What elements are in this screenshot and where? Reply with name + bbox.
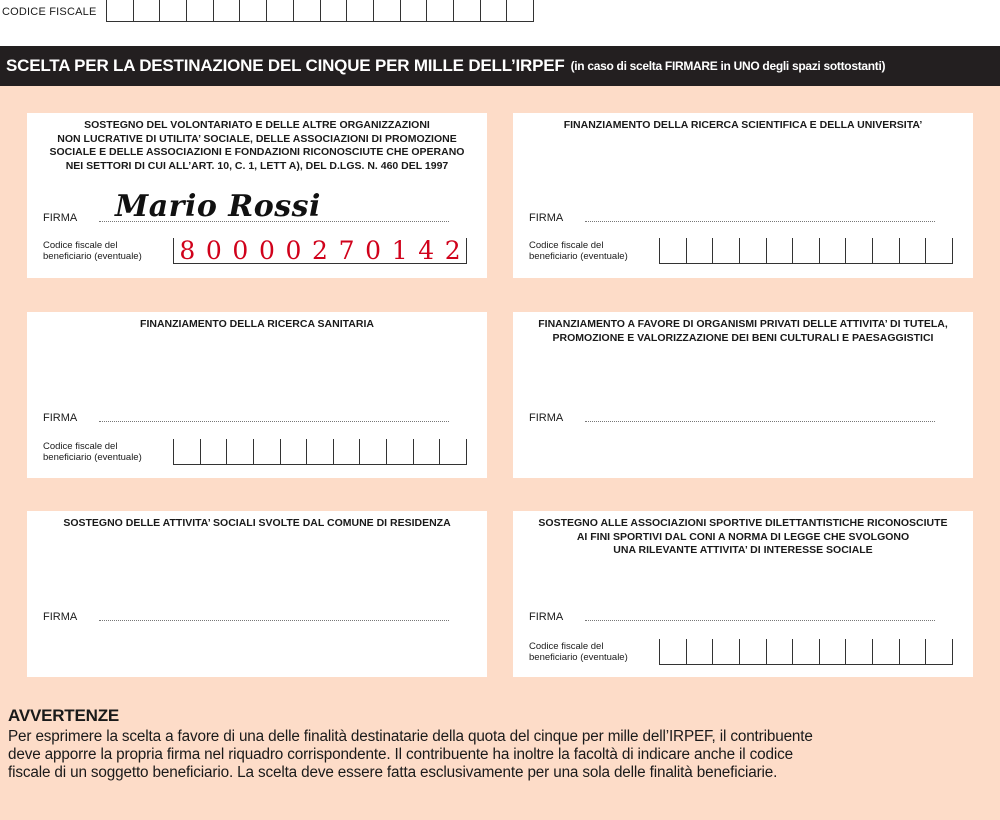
cf-digit: 0 xyxy=(258,236,275,265)
codice-fiscale-label: CODICE FISCALE xyxy=(2,6,97,18)
cf-digit: 0 xyxy=(232,236,249,265)
cf-beneficiario-input[interactable] xyxy=(173,238,467,264)
box-title: SOSTEGNO DELLE ATTIVITA’ SOCIALI SVOLTE DAL COMUNE DI RESIDENZA xyxy=(63,517,451,529)
cf-beneficiario-label: Codice fiscale del beneficiario (eventuale) xyxy=(529,240,628,262)
cf-digit: 8 xyxy=(179,236,196,265)
cf-beneficiario-input[interactable] xyxy=(659,639,953,665)
cf-beneficiario-row xyxy=(43,439,467,467)
avvertenze-section xyxy=(8,706,993,782)
cf-beneficiario-row xyxy=(43,238,467,266)
cf-beneficiario-label: Codice fiscale del beneficiario (eventuale) xyxy=(43,240,142,262)
cf-beneficiario-input[interactable] xyxy=(173,439,467,465)
firma-field[interactable] xyxy=(529,410,935,424)
firma-label: FIRMA xyxy=(43,412,78,424)
cf-beneficiario-row xyxy=(529,238,953,266)
cf-beneficiario-row xyxy=(529,639,953,667)
box-volontariato xyxy=(27,113,487,278)
codice-fiscale-header xyxy=(0,0,540,24)
firma-field[interactable] xyxy=(43,609,449,623)
box-associazioni-sportive xyxy=(513,511,973,677)
cf-digit: 2 xyxy=(444,236,461,265)
firma-label: FIRMA xyxy=(43,212,78,224)
firma-label: FIRMA xyxy=(529,212,564,224)
box-title: FINANZIAMENTO DELLA RICERCA SANITARIA xyxy=(140,318,374,330)
box-title: SOSTEGNO ALLE ASSOCIAZIONI SPORTIVE DILETTANTISTICHE RICONOSCIUTE AI FINI SPORTIVI DAL CONI A NORMA DI LEGGE CHE SVOLGONO UNA RILEVANTE ATTIVITA’ DI INTERESSE SOCIALE xyxy=(538,517,948,556)
firma-label: FIRMA xyxy=(43,611,78,623)
cf-beneficiario-label: Codice fiscale del beneficiario (eventuale) xyxy=(529,641,628,663)
avvertenze-heading: AVVERTENZE xyxy=(8,706,120,725)
cf-beneficiario-label: Codice fiscale del beneficiario (eventuale) xyxy=(43,441,142,463)
firma-field[interactable] xyxy=(529,609,935,623)
firma-label: FIRMA xyxy=(529,611,564,623)
cf-digit: 0 xyxy=(285,236,302,265)
cf-digit: 4 xyxy=(418,236,435,265)
cf-digit: 7 xyxy=(338,236,355,265)
avvertenze-text: Per esprimere la scelta a favore di una delle finalità destinatarie della quota del cinque per mille dell’IRPEF, il contribuente deve apporre la propria firma nel riquadro corrispondente. Il contribuente ha inoltre la facoltà di indicare anche il codice fiscale di un soggetto beneficiario. La scelta deve essere fatta esclusivamente per una sola delle finalità beneficiarie. xyxy=(8,728,813,781)
handwritten-signature: Mario Rossi xyxy=(115,189,321,224)
box-title: SOSTEGNO DEL VOLONTARIATO E DELLE ALTRE ORGANIZZAZIONI NON LUCRATIVE DI UTILITA’ SOCIALE, DELLE ASSOCIAZIONI DI PROMOZIONE SOCIALE E DELLE ASSOCIAZIONI E FONDAZIONI RICONOSCIUTE CHE OPERANO NEI SETTORI DI CUI ALL’ART. 10, C. 1, LETT A), DEL D.LGS. N. 460 DEL 1997 xyxy=(49,119,465,172)
box-beni-culturali xyxy=(513,312,973,478)
cf-digit: 0 xyxy=(365,236,382,265)
firma-label: FIRMA xyxy=(529,412,564,424)
box-ricerca-sanitaria xyxy=(27,312,487,478)
box-title: FINANZIAMENTO DELLA RICERCA SCIENTIFICA E DELLA UNIVERSITA’ xyxy=(563,119,923,131)
codice-fiscale-input[interactable] xyxy=(106,0,534,22)
box-title: FINANZIAMENTO A FAVORE DI ORGANISMI PRIVATI DELLE ATTIVITA’ DI TUTELA, PROMOZIONE E VALORIZZAZIONE DEI BENI CULTURALI E PAESAGGISTICI xyxy=(538,318,948,344)
cf-digit: 1 xyxy=(391,236,408,265)
firma-field[interactable] xyxy=(529,210,935,224)
cf-digit: 2 xyxy=(312,236,328,265)
box-attivita-comune xyxy=(27,511,487,677)
banner-title: SCELTA PER LA DESTINAZIONE DEL CINQUE PER MILLE DELL’IRPEF xyxy=(6,56,565,75)
section-banner xyxy=(0,46,1000,86)
cf-beneficiario-input[interactable] xyxy=(659,238,953,264)
firma-field[interactable] xyxy=(43,410,449,424)
banner-subtitle: (in caso di scelta FIRMARE in UNO degli spazi sottostanti) xyxy=(570,59,886,73)
cf-digit: 0 xyxy=(205,236,222,265)
box-ricerca-scientifica xyxy=(513,113,973,278)
firma-field[interactable] xyxy=(43,210,449,224)
